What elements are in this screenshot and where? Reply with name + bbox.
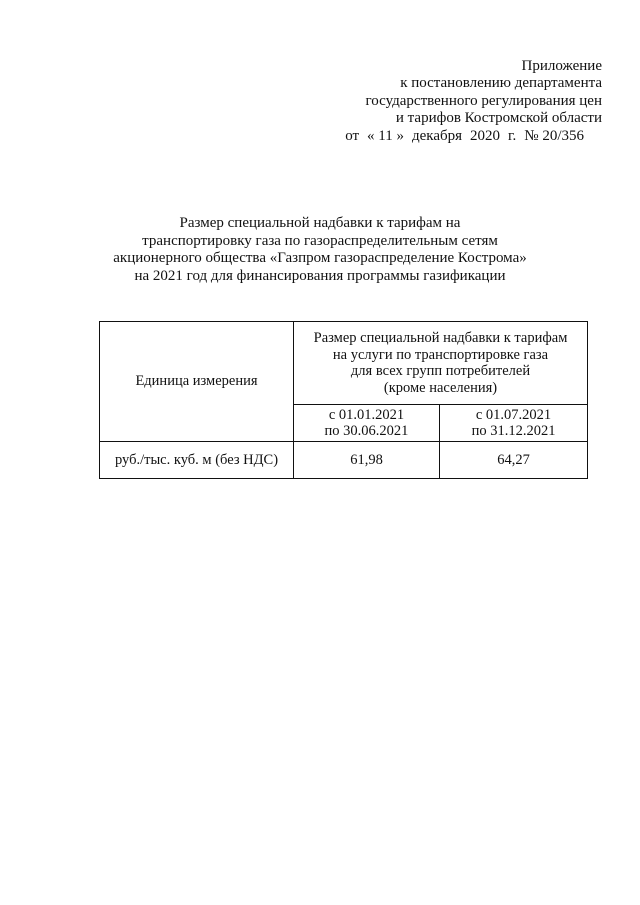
appendix-line: и тарифов Костромской области	[395, 110, 602, 127]
tariff-table	[99, 321, 588, 479]
date-year: 2020	[470, 127, 501, 144]
title-line: транспортировку газа по газораспределительным сетям	[142, 232, 498, 249]
unit-column-header: Единица измерения	[100, 322, 294, 442]
title-line: акционерного общества «Газпром газораспределение Кострома»	[113, 250, 527, 267]
unit-cell: руб./тыс. куб. м (без НДС)	[100, 442, 294, 479]
date-day: « 11 »	[367, 127, 404, 144]
title-line: Размер специальной надбавки к тарифам на	[179, 215, 461, 231]
period-header-first-half	[294, 405, 440, 442]
date-year-suffix: г.	[508, 127, 517, 144]
date-month: декабря	[412, 127, 463, 144]
rate-header-line: (кроме населения)	[383, 379, 498, 396]
rate-header-line: на услуги по транспортировке газа	[332, 346, 549, 363]
period-to: по 30.06.2021	[324, 423, 409, 439]
resolution-date-line	[242, 128, 602, 145]
appendix-header	[242, 58, 602, 145]
resolution-number: № 20/356	[524, 127, 584, 144]
rate-header-line: для всех групп потребителей	[350, 363, 531, 379]
appendix-line: Приложение	[521, 58, 602, 74]
period-from: с 01.07.2021	[475, 406, 552, 423]
appendix-line: к постановлению департамента	[400, 75, 602, 92]
period-from: с 01.01.2021	[328, 406, 405, 423]
table-row	[100, 442, 588, 479]
value-cell-first-half: 61,98	[294, 442, 440, 479]
table-header-row	[100, 322, 588, 405]
period-to: по 31.12.2021	[471, 423, 556, 439]
value-cell-second-half: 64,27	[440, 442, 588, 479]
date-prefix: от	[345, 127, 360, 144]
period-header-second-half	[440, 405, 588, 442]
appendix-line: государственного регулирования цен	[365, 92, 602, 109]
rate-header-line: Размер специальной надбавки к тарифам	[313, 330, 568, 346]
document-title	[0, 215, 640, 285]
rate-column-header	[294, 322, 588, 405]
title-line: на 2021 год для финансирования программы газификации	[134, 267, 506, 284]
